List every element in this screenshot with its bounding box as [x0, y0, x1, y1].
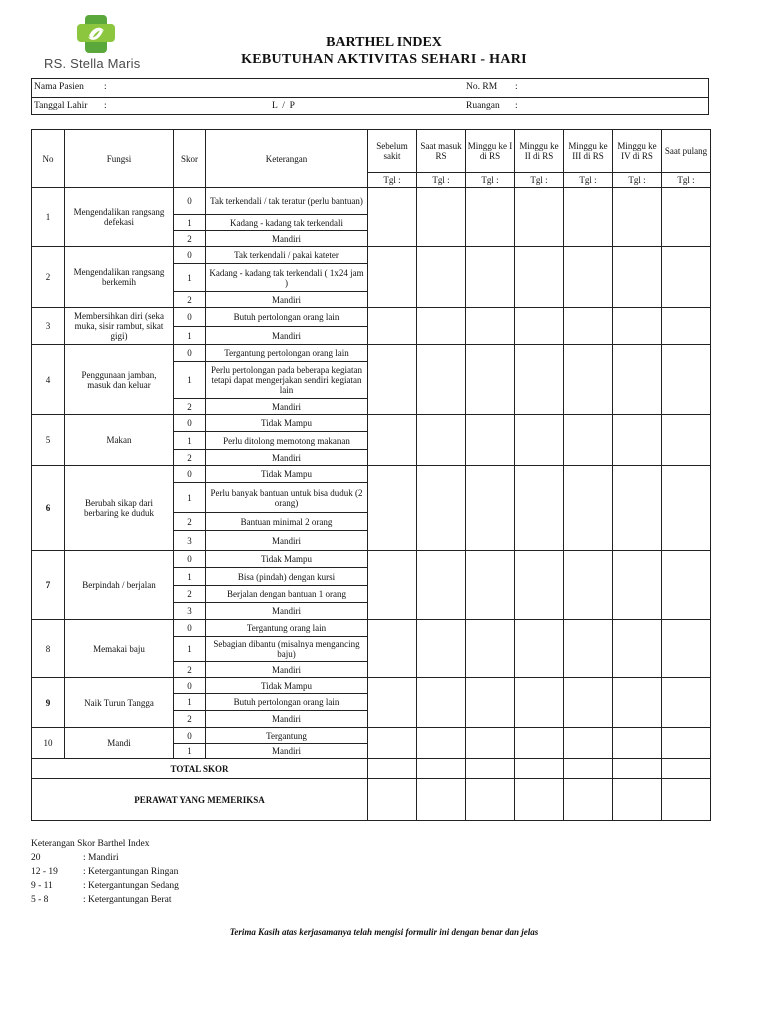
score-entry-cell[interactable] — [368, 678, 417, 728]
row-keterangan: Mandiri — [206, 231, 368, 247]
total-score-cell[interactable] — [662, 759, 711, 779]
total-score-cell[interactable] — [515, 759, 564, 779]
perawat-signature-cell[interactable] — [466, 779, 515, 821]
row-skor: 0 — [174, 247, 206, 264]
table-row — [32, 551, 711, 568]
score-entry-cell[interactable] — [564, 247, 613, 308]
score-entry-cell[interactable] — [466, 551, 515, 620]
perawat-signature-cell[interactable] — [662, 779, 711, 821]
row-fungsi: Mengendalikan rangsang defekasi — [65, 188, 174, 247]
row-number: 5 — [32, 415, 65, 466]
row-skor: 1 — [174, 637, 206, 662]
score-entry-cell[interactable] — [662, 188, 711, 247]
table-row — [32, 345, 711, 362]
perawat-signature-cell[interactable] — [564, 779, 613, 821]
row-keterangan: Perlu ditolong memotong makanan — [206, 432, 368, 450]
score-entry-cell[interactable] — [515, 466, 564, 551]
score-entry-cell[interactable] — [368, 728, 417, 759]
row-skor: 1 — [174, 264, 206, 292]
total-score-cell[interactable] — [466, 759, 515, 779]
score-entry-cell[interactable] — [368, 415, 417, 466]
row-keterangan: Tidak Mampu — [206, 551, 368, 568]
score-entry-cell[interactable] — [417, 415, 466, 466]
legend-desc: : Ketergantungan Ringan — [83, 867, 179, 877]
row-skor: 2 — [174, 711, 206, 728]
total-score-cell[interactable] — [564, 759, 613, 779]
nama-pasien-colon[interactable]: : — [104, 82, 107, 92]
row-skor: 2 — [174, 586, 206, 603]
footer-note: Terima Kasih atas kerjasamanya telah mengisi formulir ini dengan benar dan jelas — [229, 927, 539, 937]
score-entry-cell[interactable] — [613, 188, 662, 247]
total-score-cell[interactable] — [417, 759, 466, 779]
row-fungsi: Penggunaan jamban, masuk dan keluar — [65, 345, 174, 415]
table-row — [32, 308, 711, 327]
legend-range: 9 - 11 — [31, 881, 53, 891]
score-entry-cell[interactable] — [613, 308, 662, 345]
header-period: Saat masuk RS — [417, 130, 466, 173]
table-row — [32, 728, 711, 744]
table-row — [32, 188, 711, 215]
row-keterangan: Mandiri — [206, 292, 368, 308]
tgl-field[interactable]: Tgl : — [564, 173, 613, 188]
tgl-field[interactable]: Tgl : — [466, 173, 515, 188]
score-entry-cell[interactable] — [515, 345, 564, 415]
score-entry-cell[interactable] — [564, 345, 613, 415]
row-keterangan: Bantuan minimal 2 orang — [206, 513, 368, 531]
score-entry-cell[interactable] — [613, 728, 662, 759]
perawat-signature-cell[interactable] — [613, 779, 662, 821]
score-entry-cell[interactable] — [417, 308, 466, 345]
row-number: 2 — [32, 247, 65, 308]
score-entry-cell[interactable] — [564, 188, 613, 247]
row-number: 4 — [32, 345, 65, 415]
score-entry-cell[interactable] — [662, 466, 711, 551]
tanggal-lahir-colon[interactable]: : — [104, 101, 107, 111]
gender-field[interactable]: L / P — [272, 101, 295, 111]
score-entry-cell[interactable] — [368, 466, 417, 551]
row-fungsi: Naik Turun Tangga — [65, 678, 174, 728]
score-entry-cell[interactable] — [662, 551, 711, 620]
row-keterangan: Tergantung — [206, 728, 368, 744]
score-entry-cell[interactable] — [368, 620, 417, 678]
row-keterangan: Berjalan dengan bantuan 1 orang — [206, 586, 368, 603]
total-skor-label: TOTAL SKOR — [32, 759, 368, 779]
row-fungsi: Berpindah / berjalan — [65, 551, 174, 620]
score-entry-cell[interactable] — [466, 415, 515, 466]
score-entry-cell[interactable] — [564, 551, 613, 620]
score-entry-cell[interactable] — [515, 247, 564, 308]
no-rm-colon[interactable]: : — [515, 82, 518, 92]
perawat-signature-cell[interactable] — [417, 779, 466, 821]
score-entry-cell[interactable] — [515, 620, 564, 678]
row-keterangan: Tak terkendali / tak teratur (perlu bantuan) — [206, 188, 368, 215]
score-entry-cell[interactable] — [564, 466, 613, 551]
score-entry-cell[interactable] — [368, 188, 417, 247]
row-skor: 1 — [174, 744, 206, 759]
header-skor: Skor — [174, 130, 206, 188]
score-entry-cell[interactable] — [466, 728, 515, 759]
patient-info-box — [31, 78, 709, 115]
row-skor: 3 — [174, 603, 206, 620]
score-entry-cell[interactable] — [368, 247, 417, 308]
row-keterangan: Mandiri — [206, 450, 368, 466]
row-fungsi: Mandi — [65, 728, 174, 759]
row-skor: 0 — [174, 188, 206, 215]
row-number: 10 — [32, 728, 65, 759]
total-score-cell[interactable] — [613, 759, 662, 779]
legend-desc: : Ketergantungan Sedang — [83, 881, 179, 891]
row-number: 7 — [32, 551, 65, 620]
score-entry-cell[interactable] — [662, 728, 711, 759]
row-keterangan: Kadang - kadang tak terkendali ( 1x24 jam ) — [206, 264, 368, 292]
row-keterangan: Mandiri — [206, 711, 368, 728]
perawat-signature-cell[interactable] — [515, 779, 564, 821]
row-skor: 3 — [174, 531, 206, 551]
legend-title: Keterangan Skor Barthel Index — [31, 839, 150, 849]
barthel-table — [31, 129, 711, 821]
row-skor: 2 — [174, 292, 206, 308]
score-entry-cell[interactable] — [662, 678, 711, 728]
score-entry-cell[interactable] — [662, 415, 711, 466]
score-entry-cell[interactable] — [613, 620, 662, 678]
row-number: 3 — [32, 308, 65, 345]
header-period: Minggu ke II di RS — [515, 130, 564, 173]
row-number: 8 — [32, 620, 65, 678]
score-entry-cell[interactable] — [564, 728, 613, 759]
nama-pasien-label: Nama Pasien — [34, 82, 84, 92]
row-skor: 1 — [174, 483, 206, 513]
score-entry-cell[interactable] — [564, 415, 613, 466]
row-keterangan: Mandiri — [206, 603, 368, 620]
table-row — [32, 678, 711, 694]
score-entry-cell[interactable] — [515, 678, 564, 728]
score-entry-cell[interactable] — [417, 466, 466, 551]
score-entry-cell[interactable] — [515, 551, 564, 620]
row-number: 9 — [32, 678, 65, 728]
tgl-field[interactable]: Tgl : — [613, 173, 662, 188]
row-skor: 2 — [174, 513, 206, 531]
header-period: Sebelum sakit — [368, 130, 417, 173]
score-entry-cell[interactable] — [466, 247, 515, 308]
row-skor: 0 — [174, 620, 206, 637]
row-skor: 0 — [174, 466, 206, 483]
row-keterangan: Perlu banyak bantuan untuk bisa duduk (2 orang) — [206, 483, 368, 513]
score-entry-cell[interactable] — [613, 247, 662, 308]
perawat-label: PERAWAT YANG MEMERIKSA — [32, 779, 368, 821]
tgl-field[interactable]: Tgl : — [662, 173, 711, 188]
ruangan-label: Ruangan — [466, 101, 500, 111]
score-entry-cell[interactable] — [417, 188, 466, 247]
header-period: Minggu ke III di RS — [564, 130, 613, 173]
row-keterangan: Tak terkendali / pakai kateter — [206, 247, 368, 264]
row-skor: 0 — [174, 415, 206, 432]
tgl-field[interactable]: Tgl : — [515, 173, 564, 188]
row-keterangan: Mandiri — [206, 531, 368, 551]
score-entry-cell[interactable] — [515, 728, 564, 759]
header-period: Minggu ke IV di RS — [613, 130, 662, 173]
score-entry-cell[interactable] — [466, 678, 515, 728]
header-fungsi: Fungsi — [65, 130, 174, 188]
row-skor: 2 — [174, 450, 206, 466]
row-skor: 0 — [174, 308, 206, 327]
score-entry-cell[interactable] — [466, 188, 515, 247]
score-entry-cell[interactable] — [417, 678, 466, 728]
row-skor: 1 — [174, 694, 206, 711]
score-entry-cell[interactable] — [417, 247, 466, 308]
score-entry-cell[interactable] — [613, 345, 662, 415]
row-keterangan: Tergantung orang lain — [206, 620, 368, 637]
row-keterangan: Tidak Mampu — [206, 415, 368, 432]
row-fungsi: Makan — [65, 415, 174, 466]
total-score-cell[interactable] — [368, 759, 417, 779]
row-skor: 1 — [174, 215, 206, 231]
row-keterangan: Mandiri — [206, 662, 368, 678]
row-keterangan: Tidak Mampu — [206, 678, 368, 694]
score-entry-cell[interactable] — [417, 551, 466, 620]
score-entry-cell[interactable] — [515, 188, 564, 247]
score-entry-cell[interactable] — [662, 247, 711, 308]
row-keterangan: Mandiri — [206, 327, 368, 345]
score-entry-cell[interactable] — [564, 678, 613, 728]
row-fungsi: Berubah sikap dari berbaring ke duduk — [65, 466, 174, 551]
row-keterangan: Mandiri — [206, 744, 368, 759]
tanggal-lahir-label: Tanggal Lahir — [34, 101, 88, 111]
row-skor: 1 — [174, 432, 206, 450]
row-fungsi: Memakai baju — [65, 620, 174, 678]
row-keterangan: Perlu pertolongan pada beberapa kegiatan tetapi dapat mengerjakan sendiri kegiatan lain — [206, 362, 368, 399]
table-row — [32, 620, 711, 637]
score-entry-cell[interactable] — [613, 678, 662, 728]
score-entry-cell[interactable] — [417, 728, 466, 759]
row-keterangan: Butuh pertolongan orang lain — [206, 308, 368, 327]
row-keterangan: Kadang - kadang tak terkendali — [206, 215, 368, 231]
form-subtitle: KEBUTUHAN AKTIVITAS SEHARI - HARI — [241, 52, 527, 67]
row-fungsi: Mengendalikan rangsang berkemih — [65, 247, 174, 308]
score-entry-cell[interactable] — [466, 620, 515, 678]
score-entry-cell[interactable] — [662, 308, 711, 345]
row-skor: 2 — [174, 231, 206, 247]
row-skor: 0 — [174, 678, 206, 694]
score-entry-cell[interactable] — [515, 308, 564, 345]
row-skor: 1 — [174, 568, 206, 586]
score-entry-cell[interactable] — [662, 345, 711, 415]
tgl-field[interactable]: Tgl : — [417, 173, 466, 188]
row-keterangan: Tergantung pertolongan orang lain — [206, 345, 368, 362]
score-entry-cell[interactable] — [613, 466, 662, 551]
logo-text: RS. Stella Maris — [44, 56, 141, 71]
score-entry-cell[interactable] — [564, 308, 613, 345]
form-title: BARTHEL INDEX — [326, 35, 442, 50]
table-row — [32, 466, 711, 483]
row-skor: 1 — [174, 327, 206, 345]
row-keterangan: Mandiri — [206, 399, 368, 415]
score-entry-cell[interactable] — [466, 308, 515, 345]
table-row — [32, 415, 711, 432]
row-keterangan: Sebagian dibantu (misalnya mengancing baju) — [206, 637, 368, 662]
legend-desc: : Mandiri — [83, 853, 119, 863]
row-number: 6 — [32, 466, 65, 551]
score-entry-cell[interactable] — [368, 345, 417, 415]
legend-desc: : Ketergantungan Berat — [83, 895, 172, 905]
score-entry-cell[interactable] — [417, 345, 466, 415]
row-skor: 0 — [174, 551, 206, 568]
score-entry-cell[interactable] — [515, 415, 564, 466]
row-skor: 0 — [174, 345, 206, 362]
score-entry-cell[interactable] — [466, 466, 515, 551]
score-entry-cell[interactable] — [466, 345, 515, 415]
row-fungsi: Membersihkan diri (seka muka, sisir rambut, sikat gigi) — [65, 308, 174, 345]
row-number: 1 — [32, 188, 65, 247]
row-skor: 1 — [174, 362, 206, 399]
score-entry-cell[interactable] — [613, 551, 662, 620]
score-entry-cell[interactable] — [417, 620, 466, 678]
row-keterangan: Tidak Mampu — [206, 466, 368, 483]
score-entry-cell[interactable] — [662, 620, 711, 678]
no-rm-label: No. RM — [466, 82, 498, 92]
row-skor: 2 — [174, 399, 206, 415]
header-period: Saat pulang — [662, 130, 711, 173]
legend-range: 5 - 8 — [31, 895, 49, 905]
ruangan-colon[interactable]: : — [515, 101, 518, 111]
header-keterangan: Keterangan — [206, 130, 368, 188]
perawat-signature-cell[interactable] — [368, 779, 417, 821]
row-skor: 0 — [174, 728, 206, 744]
score-entry-cell[interactable] — [564, 620, 613, 678]
table-row — [32, 247, 711, 264]
header-no: No — [32, 130, 65, 188]
row-keterangan: Bisa (pindah) dengan kursi — [206, 568, 368, 586]
legend-range: 20 — [31, 853, 41, 863]
row-skor: 2 — [174, 662, 206, 678]
row-keterangan: Butuh pertolongan orang lain — [206, 694, 368, 711]
header-period: Minggu ke I di RS — [466, 130, 515, 173]
score-entry-cell[interactable] — [613, 415, 662, 466]
score-entry-cell[interactable] — [368, 551, 417, 620]
legend-range: 12 - 19 — [31, 867, 58, 877]
score-entry-cell[interactable] — [368, 308, 417, 345]
tgl-field[interactable]: Tgl : — [368, 173, 417, 188]
